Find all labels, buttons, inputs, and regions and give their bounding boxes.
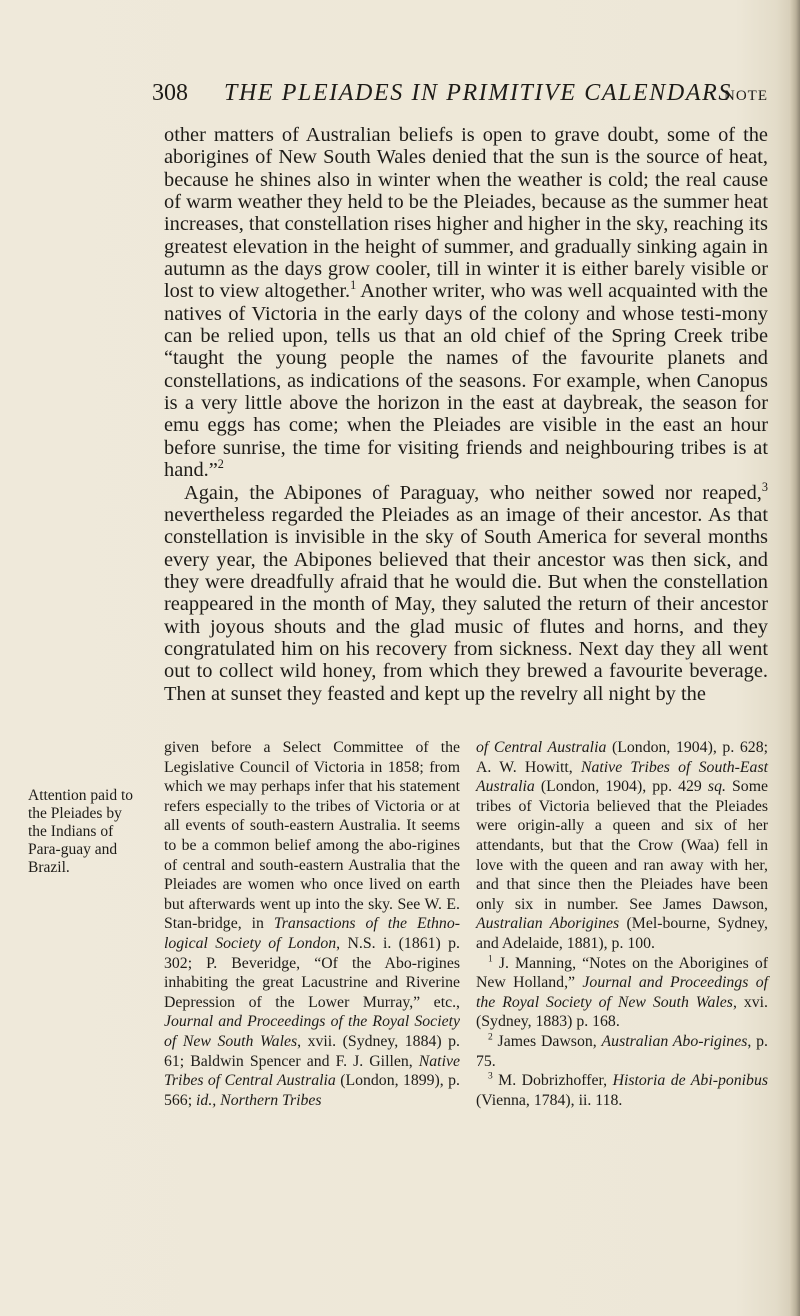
footnote-title: Native Tribes of Central Australia bbox=[164, 1052, 460, 1090]
footnote-title: Transactions of the Ethno-logical Society of London bbox=[164, 915, 460, 952]
paragraph bbox=[164, 124, 768, 482]
footnote-number: 1 bbox=[488, 954, 493, 965]
running-title: THE PLEIADES IN PRIMITIVE CALENDARS bbox=[224, 80, 732, 106]
footnote-title: Native Tribes of South-East Australia bbox=[476, 758, 768, 796]
footnote-text: James Dawson, bbox=[492, 1032, 602, 1050]
footnote-text: J. Manning, “Notes on the Aborigines of New Holland,” bbox=[476, 954, 768, 992]
footnote-title: sq. bbox=[707, 778, 726, 796]
main-text bbox=[164, 124, 768, 705]
footnote-title: of Central Australia bbox=[476, 739, 607, 756]
paragraph-text: Another writer, who was well acquainted with the natives of Victoria in the early days of the colony and whose testi-mony can be relied upon, tells us that an old chief of the Spring Creek tribe “taught the young people the names of the favourite planets and constellations, as indications of the seasons. For example, when Canopus is a very little above the horizon in the east at daybreak, the season for emu eggs has come; when the Pleiades are visible in the east an hour before sunrise, the time for visiting friends and neighbouring tribes is at hand.” bbox=[164, 280, 768, 482]
footnote-3 bbox=[476, 1071, 768, 1110]
footnote-text: (London, 1904), pp. 429 bbox=[534, 778, 708, 796]
footnote-title: Journal and Proceedings of the Royal Society of New South Wales bbox=[476, 974, 768, 1011]
footnote-text: M. Dobrizhoffer, bbox=[492, 1072, 613, 1090]
footnotes bbox=[164, 738, 768, 1298]
footnote-title: Historia de Abi-ponibus bbox=[612, 1072, 768, 1090]
paragraph bbox=[164, 479, 768, 705]
footnotes-left-column bbox=[164, 738, 460, 1110]
page-edge bbox=[790, 0, 800, 1316]
footnote-text: Some tribes of Victoria believed that the Pleiades were origin-ally a queen and six of her attendants, but that the Crow (Waa) fell in love with the queen and ran away with her, and that since then the Pleiades have been only six in number. See James Dawson, bbox=[476, 778, 769, 913]
footnote-text: (Mel-bourne, Sydney, and Adelaide, 1881), p. 100. bbox=[476, 915, 768, 952]
paragraph-text: Again, the Abipones of Paraguay, who neither sowed nor reaped, bbox=[184, 481, 762, 504]
footnote-ref: 1 bbox=[350, 278, 357, 293]
footnote-ref: 3 bbox=[761, 479, 768, 494]
footnote-1 bbox=[476, 954, 768, 1032]
footnote-continuation bbox=[164, 738, 460, 1110]
footnote-title: Australian Aborigines bbox=[476, 915, 620, 933]
footnote-text: , p. 75. bbox=[476, 1032, 768, 1070]
footnote-text: , N.S. i. (1861) p. 302; P. Beveridge, “Of the Abo-rigines inhabiting the great Lacustrine and Riverine Depression of the Lower Murray,” etc., bbox=[164, 934, 460, 1011]
footnote-text: , xvii. (Sydney, 1884) p. 61; Baldwin Spencer and F. J. Gillen, bbox=[164, 1032, 461, 1070]
footnote-text: (London, 1899), p. 566; bbox=[164, 1072, 460, 1109]
footnote-text: (Vienna, 1784), ii. 118. bbox=[476, 1091, 623, 1109]
running-header bbox=[152, 80, 768, 112]
section-label: NOTE bbox=[724, 88, 768, 104]
footnote-title: id., Northern Tribes bbox=[196, 1091, 322, 1109]
footnote-continuation bbox=[476, 738, 768, 954]
footnote-title: Australian Abo-rigines bbox=[601, 1032, 748, 1050]
footnote-2 bbox=[476, 1032, 768, 1071]
page-number: 308 bbox=[152, 80, 188, 106]
footnote-number: 2 bbox=[488, 1032, 493, 1043]
footnote-text: , xvi. (Sydney, 1883) p. 168. bbox=[476, 993, 768, 1031]
margin-sidenote: Attention paid to the Pleiades by the Indians of Para-guay and Brazil. bbox=[28, 787, 134, 876]
footnote-ref: 2 bbox=[217, 457, 224, 472]
paragraph-text: other matters of Australian beliefs is open to grave doubt, some of the aborigines of New South Wales denied that the sun is the source of heat, because he shines also in winter when the weather is cold; the real cause of warm weather they held to be the Pleiades, because as the summer heat increases, that constellation rises higher and higher in the sky, reaching its greatest elevation in the height of summer, and gradually sinking again in autumn as the days grow cooler, till in winter it is either barely visible or lost to view altogether. bbox=[164, 124, 768, 303]
footnote-title: Journal and Proceedings of the Royal Society of New South Wales bbox=[164, 1013, 460, 1050]
paragraph-text: nevertheless regarded the Pleiades as an image of their ancestor. As that constellation is invisible in the sky of South America for several months every year, the Abipones believed that their ancestor was then sick, and they were dreadfully afraid that he would die. But when the constellation reappeared in the month of May, they saluted the return of their ancestor with joyous shouts and the glad music of flutes and horns, and they congratulated him on his recovery from sickness. Next day they all went out to collect wild honey, from which they brewed a favourite beverage. Then at sunset they feasted and kept up the revelry all night by the bbox=[164, 503, 768, 705]
footnotes-right-column bbox=[476, 738, 768, 1110]
footnote-text: given before a Select Committee of the Legislative Council of Victoria in 1858; from which we may perhaps infer that his statement refers especially to the tribes of Victoria or at all events of south-eastern Australia. It seems to be a common belief among the abo-rigines of central and south-eastern Australia that the Pleiades are women who once lived on earth but afterwards went up into the sky. See W. E. Stan-bridge, in bbox=[164, 739, 460, 933]
footnote-number: 3 bbox=[488, 1071, 493, 1082]
footnote-text: (London, 1904), p. 628; A. W. Howitt, bbox=[476, 739, 768, 776]
